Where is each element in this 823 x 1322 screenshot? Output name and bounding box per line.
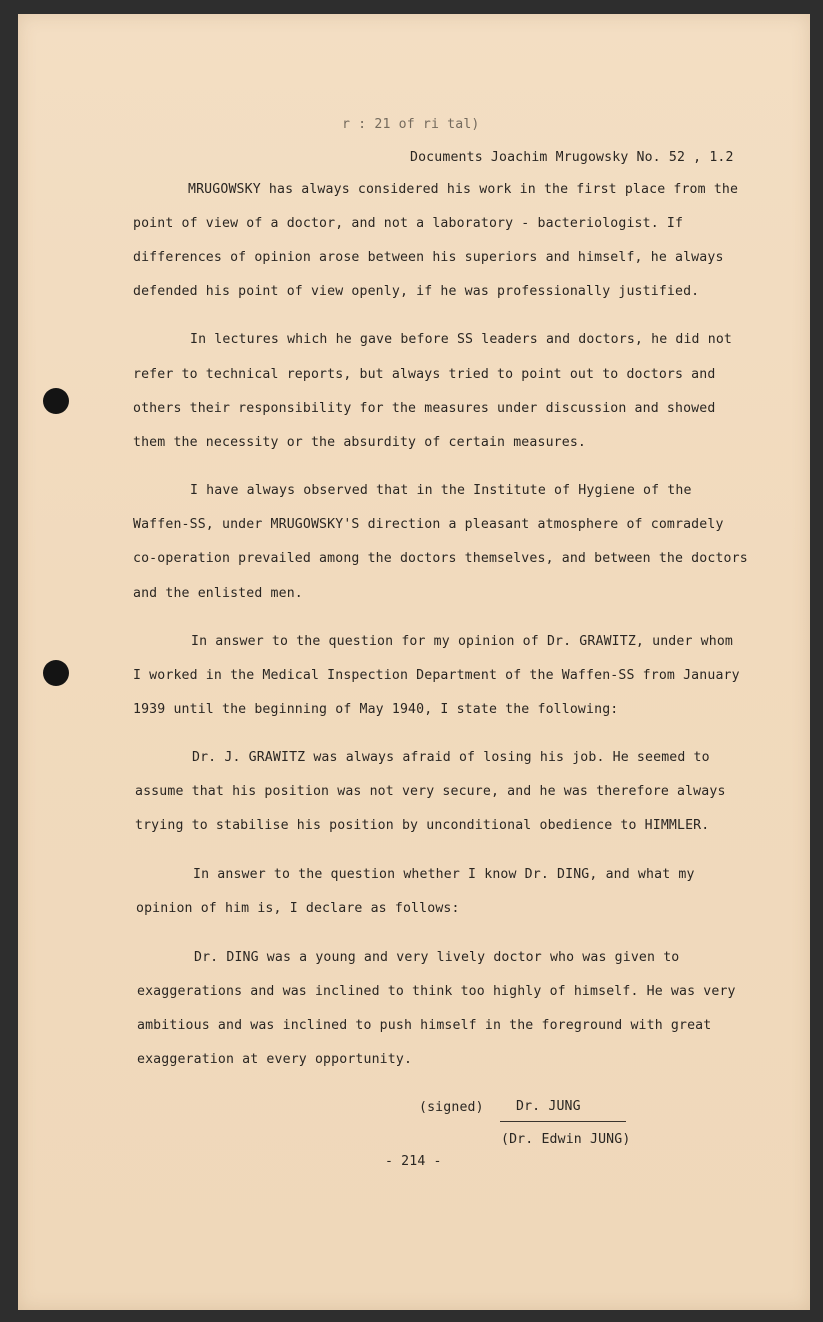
paragraph-2-line-3: others their responsibility for the measures under discussion and showed (133, 401, 716, 416)
paragraph-3-line-4: and the enlisted men. (133, 586, 303, 601)
paragraph-5-line-3: trying to stabilise his position by unconditional obedience to HIMMLER. (135, 818, 710, 833)
paragraph-6-line-2: opinion of him is, I declare as follows: (136, 901, 460, 916)
paragraph-3-line-2: Waffen-SS, under MRUGOWSKY'S direction a pleasant atmosphere of comradely (133, 517, 724, 532)
paragraph-4-line-1: In answer to the question for my opinion of Dr. GRAWITZ, under whom (191, 634, 733, 649)
punch-hole (43, 388, 69, 414)
signed-label: (signed) (419, 1100, 484, 1115)
document-reference: Documents Joachim Mrugowsky No. 52 , 1.2 (410, 150, 734, 165)
paragraph-2-line-2: refer to technical reports, but always tried to point out to doctors and (133, 367, 716, 382)
paragraph-7-line-2: exaggerations and was inclined to think too highly of himself. He was very (137, 984, 736, 999)
paragraph-2-line-1: In lectures which he gave before SS leaders and doctors, he did not (190, 332, 732, 347)
paragraph-7-line-1: Dr. DING was a young and very lively doctor who was given to (194, 950, 680, 965)
paragraph-7-line-4: exaggeration at every opportunity. (137, 1052, 413, 1067)
page-number: - 214 - (385, 1154, 442, 1169)
document-page (18, 14, 810, 1310)
paragraph-3-line-1: I have always observed that in the Institute of Hygiene of the (190, 483, 692, 498)
paragraph-7-line-3: ambitious and was inclined to push himself in the foreground with great (137, 1018, 712, 1033)
paragraph-1-line-1: MRUGOWSKY has always considered his work in the first place from the (188, 182, 739, 197)
paragraph-1-line-4: defended his point of view openly, if he was professionally justified. (133, 284, 700, 299)
paragraph-1-line-2: point of view of a doctor, and not a laboratory - bacteriologist. If (133, 216, 684, 231)
faint-header-stamp: r : 21 of ri tal) (342, 117, 480, 132)
paragraph-6-line-1: In answer to the question whether I know Dr. DING, and what my (193, 867, 695, 882)
paragraph-2-line-4: them the necessity or the absurdity of certain measures. (133, 435, 587, 450)
punch-hole (43, 660, 69, 686)
signer-full-name: (Dr. Edwin JUNG) (501, 1132, 631, 1147)
paragraph-1-line-3: differences of opinion arose between his superiors and himself, he always (133, 250, 724, 265)
signer-short-name: Dr. JUNG (516, 1099, 581, 1114)
paragraph-3-line-3: co-operation prevailed among the doctors themselves, and between the doctors (133, 551, 748, 566)
paragraph-4-line-2: I worked in the Medical Inspection Department of the Waffen-SS from January (133, 668, 740, 683)
signature-line (500, 1121, 626, 1122)
paragraph-4-line-3: 1939 until the beginning of May 1940, I state the following: (133, 702, 619, 717)
paragraph-5-line-1: Dr. J. GRAWITZ was always afraid of losing his job. He seemed to (192, 750, 710, 765)
paragraph-5-line-2: assume that his position was not very secure, and he was therefore always (135, 784, 726, 799)
